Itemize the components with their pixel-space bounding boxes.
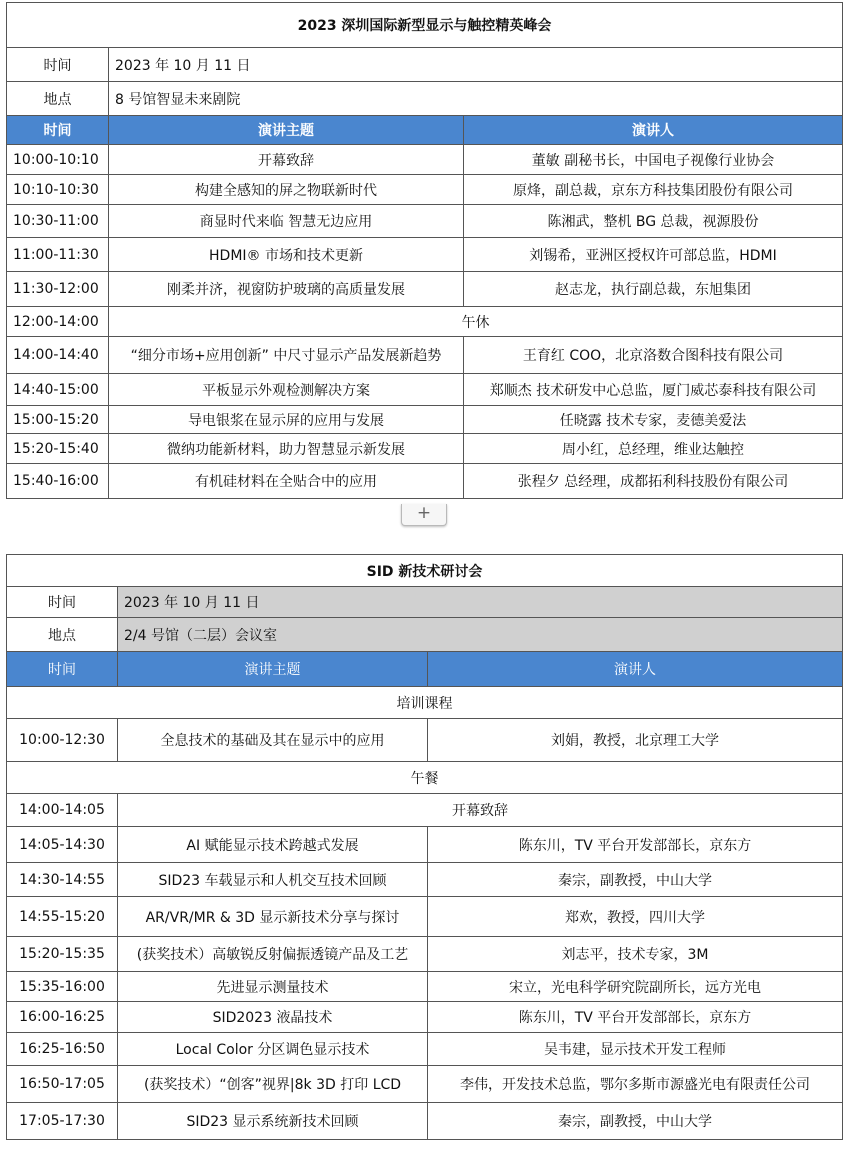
row-topic: 开幕致辞 <box>118 794 843 827</box>
row-topic: SID2023 液晶技术 <box>118 1002 428 1033</box>
row-time: 16:00-16:25 <box>7 1002 118 1033</box>
table-title: SID 新技术研讨会 <box>7 555 843 587</box>
row-time: 14:05-14:30 <box>7 827 118 863</box>
row-time: 15:00-15:20 <box>7 406 109 434</box>
table-row <box>7 145 843 175</box>
table-row <box>7 337 843 374</box>
table-row <box>7 175 843 205</box>
row-time: 12:00-14:00 <box>7 307 109 337</box>
table-row <box>7 374 843 406</box>
table-row <box>7 1033 843 1066</box>
column-header-speaker: 演讲人 <box>428 652 843 687</box>
row-time: 15:35-16:00 <box>7 972 118 1002</box>
table-row <box>7 937 843 972</box>
column-header-time: 时间 <box>7 652 118 687</box>
row-speaker: 刘锡希，亚洲区授权许可部总监，HDMI <box>464 238 843 272</box>
row-topic: AI 赋能显示技术跨越式发展 <box>118 827 428 863</box>
row-speaker: 王育红 COO，北京洛数合图科技有限公司 <box>464 337 843 374</box>
row-time: 14:00-14:40 <box>7 337 109 374</box>
row-speaker: 郑欢，教授，四川大学 <box>428 897 843 937</box>
row-time: 10:00-12:30 <box>7 719 118 762</box>
row-speaker: 赵志龙，执行副总裁，东旭集团 <box>464 272 843 307</box>
column-header-topic: 演讲主题 <box>109 116 464 145</box>
row-time: 15:40-16:00 <box>7 464 109 499</box>
row-topic: 刚柔并济，视窗防护玻璃的高质量发展 <box>109 272 464 307</box>
row-speaker: 吴韦建，显示技术开发工程师 <box>428 1033 843 1066</box>
section-training: 培训课程 <box>7 687 843 719</box>
row-speaker: 宋立，光电科学研究院副所长，远方光电 <box>428 972 843 1002</box>
row-speaker: 秦宗，副教授，中山大学 <box>428 1103 843 1140</box>
row-topic: SID23 显示系统新技术回顾 <box>118 1103 428 1140</box>
time-label: 时间 <box>7 48 109 82</box>
row-speaker: 李伟，开发技术总监，鄂尔多斯市源盛光电有限责任公司 <box>428 1066 843 1103</box>
place-value: 8 号馆智显未来剧院 <box>109 82 843 116</box>
place-label: 地点 <box>7 82 109 116</box>
section-lunch: 午餐 <box>7 762 843 794</box>
table-row <box>7 897 843 937</box>
row-break: 午休 <box>109 307 843 337</box>
table-row <box>7 238 843 272</box>
row-topic: HDMI® 市场和技术更新 <box>109 238 464 272</box>
row-speaker: 任晓露 技术专家，麦德美爱法 <box>464 406 843 434</box>
row-time: 10:10-10:30 <box>7 175 109 205</box>
row-topic: (获奖技术）“创客”视界|8k 3D 打印 LCD <box>118 1066 428 1103</box>
table-row <box>7 434 843 464</box>
row-speaker: 秦宗，副教授，中山大学 <box>428 863 843 897</box>
row-topic: 构建全感知的屏之物联新时代 <box>109 175 464 205</box>
row-time: 10:30-11:00 <box>7 205 109 238</box>
row-topic: 商显时代来临 智慧无边应用 <box>109 205 464 238</box>
row-time: 11:00-11:30 <box>7 238 109 272</box>
row-speaker: 刘娟，教授，北京理工大学 <box>428 719 843 762</box>
row-topic: 全息技术的基础及其在显示中的应用 <box>118 719 428 762</box>
table-row <box>7 1103 843 1140</box>
place-value: 2/4 号馆（二层）会议室 <box>118 618 843 652</box>
row-speaker: 原烽，副总裁，京东方科技集团股份有限公司 <box>464 175 843 205</box>
row-speaker: 陈东川，TV 平台开发部部长，京东方 <box>428 1002 843 1033</box>
summit-schedule-table <box>6 2 843 499</box>
row-time: 11:30-12:00 <box>7 272 109 307</box>
add-row-button[interactable]: + <box>401 504 447 526</box>
column-header-time: 时间 <box>7 116 109 145</box>
table-row <box>7 464 843 499</box>
table-row <box>7 307 843 337</box>
row-speaker: 陈东川，TV 平台开发部部长，京东方 <box>428 827 843 863</box>
table-row <box>7 719 843 762</box>
row-speaker: 张程夕 总经理，成都拓利科技股份有限公司 <box>464 464 843 499</box>
table-title: 2023 深圳国际新型显示与触控精英峰会 <box>7 3 843 48</box>
table-row <box>7 1066 843 1103</box>
table-row <box>7 406 843 434</box>
column-header-topic: 演讲主题 <box>118 652 428 687</box>
row-topic: 开幕致辞 <box>109 145 464 175</box>
row-topic: 导电银浆在显示屏的应用与发展 <box>109 406 464 434</box>
sid-seminar-table <box>6 554 843 1140</box>
table-row <box>7 827 843 863</box>
row-speaker: 郑顺杰 技术研发中心总监，厦门威芯泰科技有限公司 <box>464 374 843 406</box>
row-time: 14:00-14:05 <box>7 794 118 827</box>
table-row <box>7 863 843 897</box>
row-topic: 微纳功能新材料，助力智慧显示新发展 <box>109 434 464 464</box>
row-time: 15:20-15:40 <box>7 434 109 464</box>
row-topic: SID23 车载显示和人机交互技术回顾 <box>118 863 428 897</box>
row-topic: (获奖技术）高敏锐反射偏振透镜产品及工艺 <box>118 937 428 972</box>
time-label: 时间 <box>7 587 118 618</box>
table-row <box>7 1002 843 1033</box>
table-row <box>7 205 843 238</box>
row-speaker: 董敏 副秘书长，中国电子视像行业协会 <box>464 145 843 175</box>
table-row <box>7 794 843 827</box>
place-label: 地点 <box>7 618 118 652</box>
row-topic: 先进显示测量技术 <box>118 972 428 1002</box>
row-time: 14:30-14:55 <box>7 863 118 897</box>
row-speaker: 陈湘武，整机 BG 总裁，视源股份 <box>464 205 843 238</box>
row-time: 16:50-17:05 <box>7 1066 118 1103</box>
row-time: 16:25-16:50 <box>7 1033 118 1066</box>
row-topic: 平板显示外观检测解决方案 <box>109 374 464 406</box>
row-topic: 有机硅材料在全贴合中的应用 <box>109 464 464 499</box>
row-topic: “细分市场+应用创新” 中尺寸显示产品发展新趋势 <box>109 337 464 374</box>
row-topic: Local Color 分区调色显示技术 <box>118 1033 428 1066</box>
row-time: 15:20-15:35 <box>7 937 118 972</box>
row-speaker: 刘志平，技术专家，3M <box>428 937 843 972</box>
row-speaker: 周小红，总经理，维业达触控 <box>464 434 843 464</box>
row-time: 17:05-17:30 <box>7 1103 118 1140</box>
time-value: 2023 年 10 月 11 日 <box>118 587 843 618</box>
column-header-speaker: 演讲人 <box>464 116 843 145</box>
time-value: 2023 年 10 月 11 日 <box>109 48 843 82</box>
row-topic: AR/VR/MR & 3D 显示新技术分享与探讨 <box>118 897 428 937</box>
row-time: 14:40-15:00 <box>7 374 109 406</box>
table-row <box>7 272 843 307</box>
row-time: 14:55-15:20 <box>7 897 118 937</box>
table-row <box>7 972 843 1002</box>
row-time: 10:00-10:10 <box>7 145 109 175</box>
